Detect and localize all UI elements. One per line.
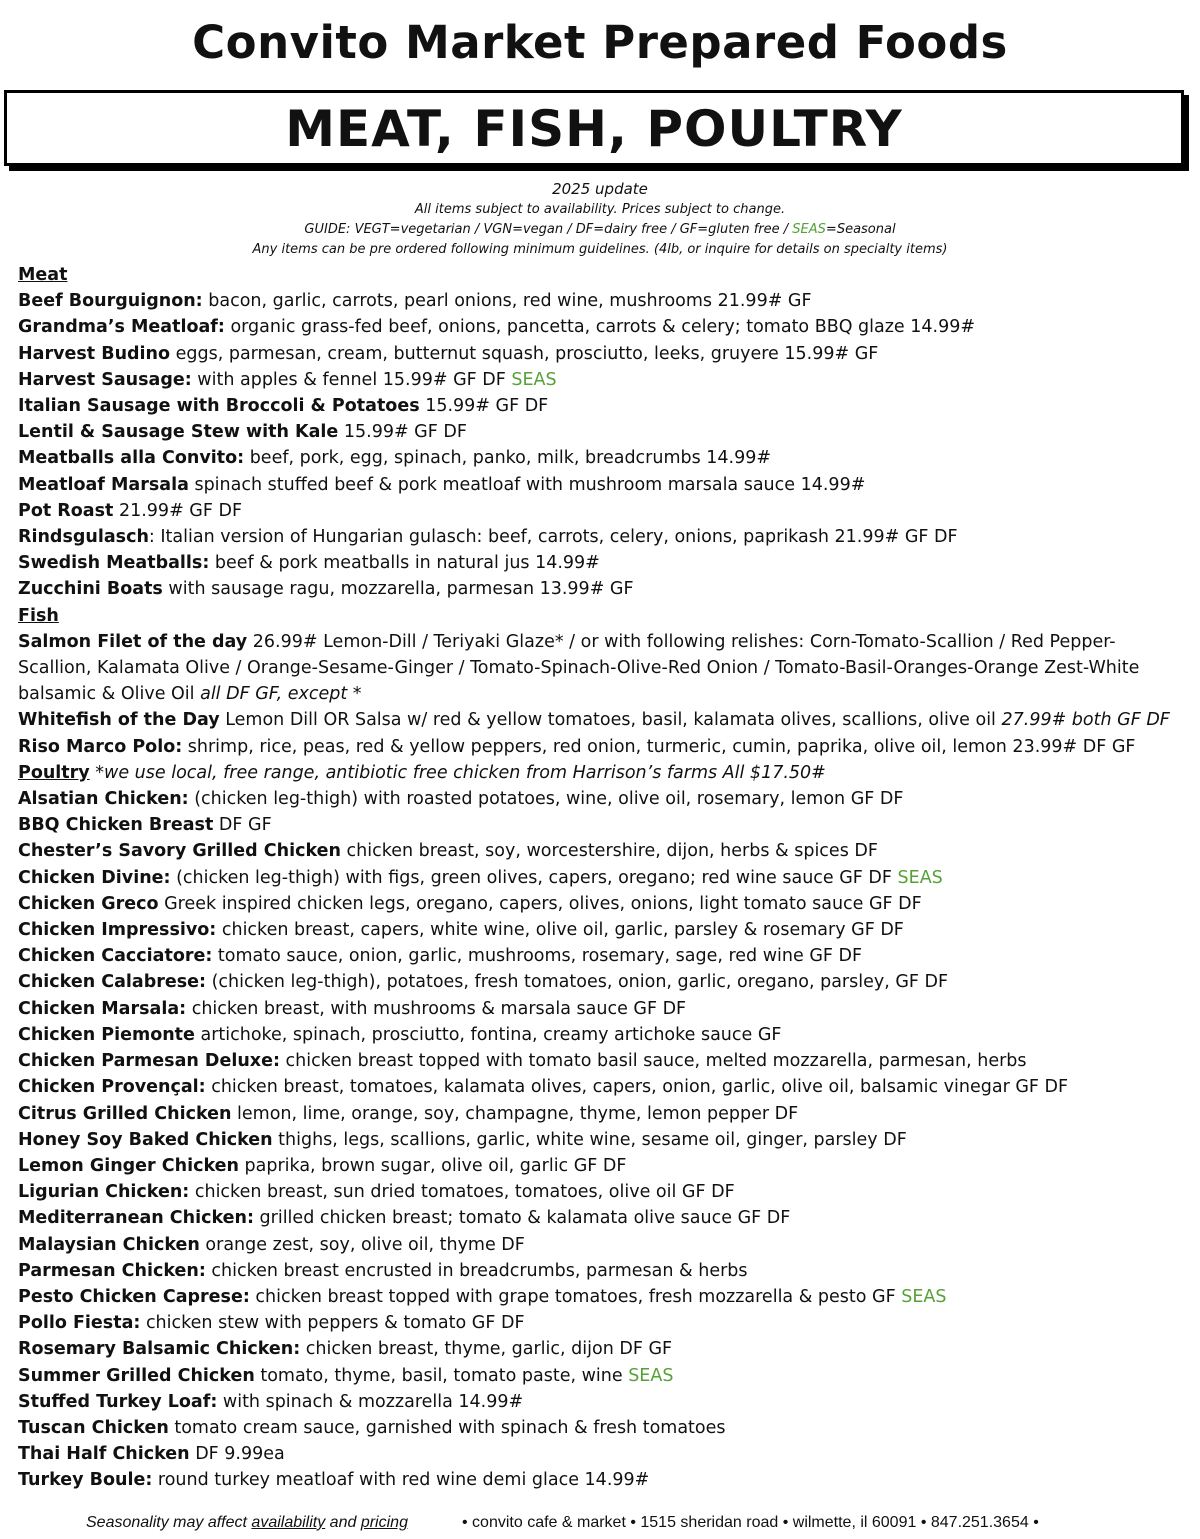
item-name: Italian Sausage with Broccoli & Potatoes bbox=[18, 396, 420, 417]
item-note: all DF GF, except * bbox=[200, 684, 362, 705]
item-desc: with spinach & mozzarella 14.99# bbox=[217, 1391, 524, 1412]
menu-item bbox=[18, 1153, 1186, 1179]
menu-item bbox=[18, 1336, 1186, 1362]
seasonality-text: Seasonality may affect bbox=[86, 1514, 252, 1531]
item-desc: 26.99# Lemon-Dill / Teriyaki Glaze* / or with following relishes: Corn-Tomato-Scallion / Red Pepper-Scallion, Kalamata Olive / Orange-Sesame-Ginger / Tomato-Spinach-Olive-Red Onion / Tomato-Basil-Oranges-Orange Zest-White balsamic & Olive Oil bbox=[18, 631, 1140, 705]
header-notes bbox=[0, 178, 1200, 260]
item-name: Chicken Impressivo: bbox=[18, 920, 217, 941]
menu-item bbox=[18, 1022, 1186, 1048]
item-desc: thighs, legs, scallions, garlic, white wine, sesame oil, ginger, parsley DF bbox=[272, 1129, 907, 1150]
item-desc: paprika, brown sugar, olive oil, garlic GF DF bbox=[238, 1155, 627, 1176]
poultry-heading: Poultry bbox=[18, 762, 90, 783]
item-desc: with apples & fennel 15.99# GF DF bbox=[191, 369, 512, 390]
availability-link[interactable]: availability bbox=[251, 1514, 326, 1531]
item-desc: (chicken leg-thigh) with roasted potatoes, wine, olive oil, rosemary, lemon GF DF bbox=[188, 789, 904, 810]
section-title: MEAT, FISH, POULTRY bbox=[285, 100, 903, 158]
item-name: Stuffed Turkey Loaf: bbox=[18, 1391, 218, 1412]
item-name: Thai Half Chicken bbox=[18, 1444, 190, 1465]
item-name: Rosemary Balsamic Chicken: bbox=[18, 1339, 301, 1360]
section-banner bbox=[4, 90, 1184, 166]
poultry-note: *we use local, free range, antibiotic free chicken from Harrison’s farms All $17.50# bbox=[89, 762, 826, 783]
menu-item bbox=[18, 1284, 1186, 1310]
item-desc: chicken breast, soy, worcestershire, dijon, herbs & spices DF bbox=[340, 841, 878, 862]
availability-note: All items subject to availability. Prices subject to change. bbox=[414, 202, 786, 217]
menu-item bbox=[18, 838, 1186, 864]
item-desc: tomato cream sauce, garnished with spinach & fresh tomatoes bbox=[168, 1417, 726, 1438]
item-desc: (chicken leg-thigh), potatoes, fresh tomatoes, onion, garlic, oregano, parsley, GF DF bbox=[206, 972, 949, 993]
item-desc: artichoke, spinach, prosciutto, fontina, creamy artichoke sauce GF bbox=[194, 1024, 782, 1045]
item-name: Whitefish of the Day bbox=[18, 710, 220, 731]
menu-item bbox=[18, 996, 1186, 1022]
item-name: Chicken Piemonte bbox=[18, 1024, 195, 1045]
item-name: Harvest Sausage: bbox=[18, 369, 192, 390]
item-desc: 15.99# GF DF bbox=[419, 396, 549, 417]
item-name: Riso Marco Polo: bbox=[18, 736, 183, 757]
seasonal-badge: SEAS bbox=[901, 1286, 947, 1307]
menu-item bbox=[18, 1048, 1186, 1074]
item-desc: spinach stuffed beef & pork meatloaf with mushroom marsala sauce 14.99# bbox=[188, 474, 866, 495]
menu-item bbox=[18, 969, 1186, 995]
item-desc: chicken breast, capers, white wine, olive oil, garlic, parsley & rosemary GF DF bbox=[216, 920, 904, 941]
and-text: and bbox=[325, 1514, 361, 1531]
menu-item bbox=[18, 419, 1186, 445]
menu-item bbox=[18, 1232, 1186, 1258]
pricing-link[interactable]: pricing bbox=[360, 1514, 408, 1531]
item-desc: organic grass-fed beef, onions, pancetta, carrots & celery; tomato BBQ glaze 14.99# bbox=[224, 317, 976, 338]
menu-item bbox=[18, 393, 1186, 419]
preorder-note: Any items can be pre ordered following minimum guidelines. (4lb, or inquire for details on specialty items) bbox=[252, 242, 948, 257]
menu-item bbox=[18, 1441, 1186, 1467]
menu-item bbox=[18, 367, 1186, 393]
item-desc: 21.99# GF DF bbox=[113, 500, 243, 521]
item-name: Chicken Cacciatore: bbox=[18, 946, 213, 967]
item-desc: bacon, garlic, carrots, pearl onions, red wine, mushrooms 21.99# GF bbox=[202, 291, 812, 312]
item-desc: chicken breast topped with tomato basil sauce, melted mozzarella, parmesan, herbs bbox=[279, 1051, 1027, 1072]
item-desc: with sausage ragu, mozzarella, parmesan 13.99# GF bbox=[162, 579, 634, 600]
item-desc: beef & pork meatballs in natural jus 14.99# bbox=[209, 553, 600, 574]
item-name: Lentil & Sausage Stew with Kale bbox=[18, 422, 339, 443]
item-desc: chicken stew with peppers & tomato GF DF bbox=[140, 1313, 525, 1334]
item-name: Meatballs alla Convito: bbox=[18, 448, 245, 469]
item-desc: chicken breast, with mushrooms & marsala sauce GF DF bbox=[186, 998, 687, 1019]
menu-item bbox=[18, 1467, 1186, 1493]
menu-item bbox=[18, 1074, 1186, 1100]
meat-heading: Meat bbox=[18, 265, 68, 285]
item-desc: lemon, lime, orange, soy, champagne, thyme, lemon pepper DF bbox=[231, 1103, 799, 1124]
menu-item bbox=[18, 891, 1186, 917]
item-desc: chicken breast topped with grape tomatoes, fresh mozzarella & pesto GF bbox=[249, 1286, 902, 1307]
menu-item bbox=[18, 288, 1186, 314]
item-desc: (chicken leg-thigh) with figs, green olives, capers, oregano; red wine sauce GF DF bbox=[170, 867, 898, 888]
menu-item bbox=[18, 1389, 1186, 1415]
item-name: Rindsgulasch bbox=[18, 527, 149, 548]
item-name: Chester’s Savory Grilled Chicken bbox=[18, 841, 341, 862]
menu-item bbox=[18, 812, 1186, 838]
item-name: Turkey Boule: bbox=[18, 1470, 153, 1491]
page-title: Convito Market Prepared Foods bbox=[192, 16, 1008, 69]
guide-seasonal-text: =Seasonal bbox=[825, 222, 896, 237]
menu-item bbox=[18, 943, 1186, 969]
poultry-heading-line bbox=[18, 760, 1186, 786]
contact-info: • convito cafe & market • 1515 sheridan road • wilmette, il 60091 • 847.251.3654 • bbox=[462, 1514, 1039, 1531]
item-name: Grandma’s Meatloaf: bbox=[18, 317, 225, 338]
item-name: Harvest Budino bbox=[18, 343, 171, 364]
item-name: BBQ Chicken Breast bbox=[18, 815, 214, 836]
item-name: Chicken Marsala: bbox=[18, 998, 187, 1019]
item-desc: tomato sauce, onion, garlic, mushrooms, rosemary, sage, red wine GF DF bbox=[212, 946, 863, 967]
item-desc: beef, pork, egg, spinach, panko, milk, breadcrumbs 14.99# bbox=[244, 448, 772, 469]
item-name: Zucchini Boats bbox=[18, 579, 163, 600]
item-name: Malaysian Chicken bbox=[18, 1234, 200, 1255]
item-name: Tuscan Chicken bbox=[18, 1417, 169, 1438]
menu-item bbox=[18, 1205, 1186, 1231]
item-note: 27.99# both GF DF bbox=[1001, 710, 1170, 731]
menu-item bbox=[18, 524, 1186, 550]
item-name: Pesto Chicken Caprese: bbox=[18, 1286, 250, 1307]
poultry-items bbox=[18, 786, 1186, 1493]
item-desc: DF GF bbox=[213, 815, 272, 836]
menu-item bbox=[18, 1258, 1186, 1284]
menu-item bbox=[18, 550, 1186, 576]
menu-item bbox=[18, 707, 1186, 733]
item-desc: chicken breast, thyme, garlic, dijon DF GF bbox=[300, 1339, 673, 1360]
menu-item bbox=[18, 917, 1186, 943]
item-name: Chicken Calabrese: bbox=[18, 972, 207, 993]
menu-item bbox=[18, 865, 1186, 891]
item-desc: Lemon Dill OR Salsa w/ red & yellow tomatoes, basil, kalamata olives, scallions, olive oil bbox=[219, 710, 1002, 731]
seasonal-badge: SEAS bbox=[628, 1365, 674, 1386]
item-desc: orange zest, soy, olive oil, thyme DF bbox=[199, 1234, 525, 1255]
menu-item bbox=[18, 786, 1186, 812]
menu-item bbox=[18, 1179, 1186, 1205]
item-name: Mediterranean Chicken: bbox=[18, 1208, 254, 1229]
item-name: Chicken Divine: bbox=[18, 867, 171, 888]
guide-seas-label: SEAS bbox=[792, 222, 826, 237]
menu-item bbox=[18, 1415, 1186, 1441]
item-name: Summer Grilled Chicken bbox=[18, 1365, 255, 1386]
item-name: Honey Soy Baked Chicken bbox=[18, 1129, 273, 1150]
item-desc: eggs, parmesan, cream, butternut squash, prosciutto, leeks, gruyere 15.99# GF bbox=[170, 343, 879, 364]
item-name: Chicken Provençal: bbox=[18, 1077, 206, 1098]
item-desc: chicken breast encrusted in breadcrumbs, parmesan & herbs bbox=[205, 1260, 748, 1281]
menu-item bbox=[18, 1363, 1186, 1389]
item-name: Citrus Grilled Chicken bbox=[18, 1103, 232, 1124]
item-desc: Greek inspired chicken legs, oregano, capers, olives, onions, light tomato sauce GF DF bbox=[158, 893, 922, 914]
item-desc: round turkey meatloaf with red wine demi glace 14.99# bbox=[152, 1470, 650, 1491]
item-desc: tomato, thyme, basil, tomato paste, wine bbox=[254, 1365, 629, 1386]
item-desc: chicken breast, tomatoes, kalamata olives, capers, onion, garlic, olive oil, balsamic vinegar GF DF bbox=[205, 1077, 1069, 1098]
meat-items bbox=[18, 288, 1186, 602]
item-desc: shrimp, rice, peas, red & yellow peppers, red onion, turmeric, cumin, paprika, olive oil, lemon 23.99# DF GF bbox=[182, 736, 1136, 757]
menu-list bbox=[18, 262, 1186, 1494]
item-name: Salmon Filet of the day bbox=[18, 631, 248, 652]
item-desc: : Italian version of Hungarian gulasch: beef, carrots, celery, onions, paprikash 21.99# GF DF bbox=[148, 527, 958, 548]
menu-item bbox=[18, 498, 1186, 524]
item-name: Chicken Parmesan Deluxe: bbox=[18, 1051, 280, 1072]
item-desc: DF 9.99ea bbox=[189, 1444, 285, 1465]
seasonal-badge: SEAS bbox=[511, 369, 557, 390]
item-desc: chicken breast, sun dried tomatoes, tomatoes, olive oil GF DF bbox=[189, 1182, 735, 1203]
menu-item bbox=[18, 576, 1186, 602]
menu-item bbox=[18, 1310, 1186, 1336]
item-name: Pollo Fiesta: bbox=[18, 1313, 141, 1334]
menu-item bbox=[18, 341, 1186, 367]
menu-item bbox=[18, 734, 1186, 760]
menu-item bbox=[18, 445, 1186, 471]
item-name: Alsatian Chicken: bbox=[18, 789, 189, 810]
item-desc: 15.99# GF DF bbox=[338, 422, 467, 443]
item-name: Beef Bourguignon: bbox=[18, 291, 203, 312]
item-name: Ligurian Chicken: bbox=[18, 1182, 190, 1203]
item-name: Lemon Ginger Chicken bbox=[18, 1155, 239, 1176]
menu-item bbox=[18, 1127, 1186, 1153]
seasonality-note bbox=[86, 1511, 408, 1535]
fish-heading: Fish bbox=[18, 605, 59, 626]
update-note: 2025 update bbox=[552, 180, 648, 198]
item-name: Pot Roast bbox=[18, 500, 114, 521]
item-desc: grilled chicken breast; tomato & kalamata olive sauce GF DF bbox=[253, 1208, 791, 1229]
menu-item bbox=[18, 314, 1186, 340]
seasonal-badge: SEAS bbox=[897, 867, 943, 888]
guide-note bbox=[0, 220, 1200, 240]
menu-item bbox=[18, 472, 1186, 498]
item-name: Swedish Meatballs: bbox=[18, 553, 210, 574]
item-name: Chicken Greco bbox=[18, 893, 159, 914]
item-name: Meatloaf Marsala bbox=[18, 474, 189, 495]
menu-item bbox=[18, 629, 1186, 708]
menu-item bbox=[18, 1101, 1186, 1127]
guide-text: GUIDE: VEGT=vegetarian / VGN=vegan / DF=dairy free / GF=gluten free / bbox=[304, 222, 793, 237]
item-name: Parmesan Chicken: bbox=[18, 1260, 206, 1281]
